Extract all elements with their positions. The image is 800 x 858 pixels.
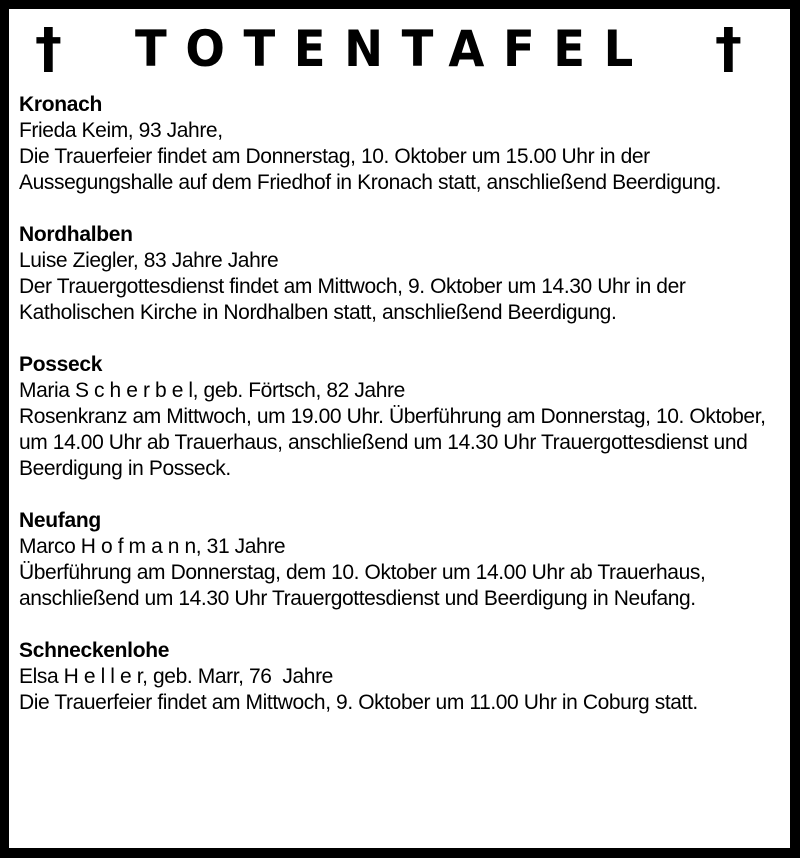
obituary-entry — [19, 92, 779, 196]
cross-icon: † — [35, 17, 62, 80]
entry-place: Posseck — [19, 353, 103, 376]
obituary-entry — [19, 508, 779, 612]
entry-name: Elsa H e l l e r, geb. Marr, 76 Jahre — [19, 665, 333, 688]
obituary-board — [9, 9, 790, 848]
header — [9, 17, 790, 80]
entry-place: Neufang — [19, 509, 101, 532]
entries-list — [19, 92, 779, 742]
entry-text: Rosenkranz am Mittwoch, um 19.00 Uhr. Überführung am Donnerstag, 10. Oktober, um 14.00 Uhr ab Trauerhaus, anschließend um 14.30 Uhr Trauergottesdienst und Beerdigung in Posseck. — [19, 405, 772, 480]
cross-icon: † — [715, 17, 742, 80]
page-title: TOTENTAFEL — [135, 20, 652, 78]
entry-name: Luise Ziegler, 83 Jahre Jahre — [19, 249, 279, 272]
entry-name: Maria S c h e r b e l, geb. Förtsch, 82 Jahre — [19, 379, 405, 402]
obituary-entry — [19, 222, 779, 326]
entry-place: Nordhalben — [19, 223, 133, 246]
entry-text: Überführung am Donnerstag, dem 10. Oktober um 14.00 Uhr ab Trauerhaus, anschließend um 14.30 Uhr Trauergottesdienst und Beerdigung in Neufang. — [19, 561, 711, 610]
entry-text: Die Trauerfeier findet am Donnerstag, 10. Oktober um 15.00 Uhr in der Aussegungshalle auf dem Friedhof in Kronach statt, anschließend Beerdigung. — [19, 145, 721, 194]
entry-text: Die Trauerfeier findet am Mittwoch, 9. Oktober um 11.00 Uhr in Coburg statt. — [19, 691, 698, 714]
entry-place: Kronach — [19, 93, 103, 116]
entry-text: Der Trauergottesdienst findet am Mittwoch, 9. Oktober um 14.30 Uhr in der Katholischen Kirche in Nordhalben statt, anschließend Beerdigung. — [19, 275, 691, 324]
entry-name: Frieda Keim, 93 Jahre, — [19, 119, 223, 142]
entry-name: Marco H o f m a n n, 31 Jahre — [19, 535, 286, 558]
obituary-entry — [19, 352, 779, 482]
obituary-entry — [19, 638, 779, 716]
entry-place: Schneckenlohe — [19, 639, 170, 662]
